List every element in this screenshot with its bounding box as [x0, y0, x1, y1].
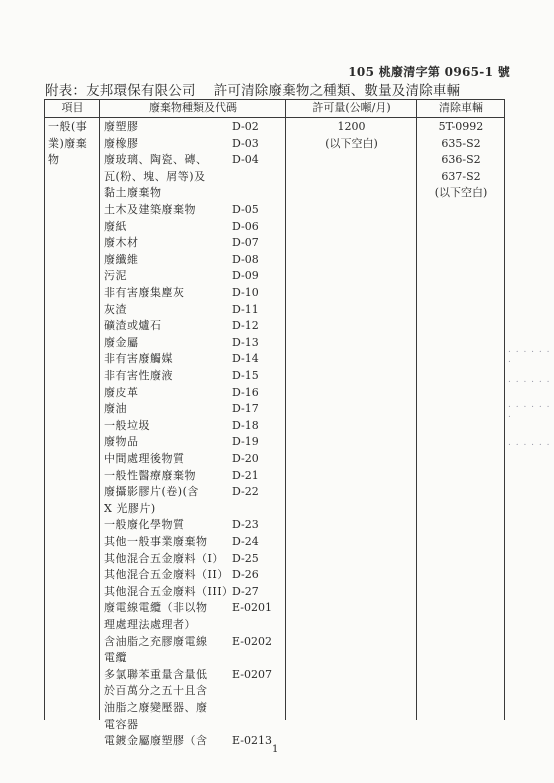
column-header: 清除車輛 — [439, 101, 483, 114]
page-number: 1 — [272, 744, 279, 755]
column-divider — [99, 100, 100, 720]
waste-code: D-25 — [232, 551, 259, 565]
waste-code: D-08 — [232, 252, 259, 266]
waste-code: D-27 — [232, 584, 259, 598]
waste-code: D-18 — [232, 418, 259, 432]
waste-name: 廢電線電纜（非以物 — [104, 601, 208, 615]
waste-name: 電鍍金屬廢塑膠（含 — [104, 734, 208, 748]
waste-code: D-09 — [232, 269, 259, 283]
category-text: 業)廢棄 — [48, 136, 88, 150]
column-header: 許可量(公噸/月) — [312, 101, 391, 114]
waste-code: D-13 — [232, 335, 259, 349]
column-divider — [285, 100, 286, 720]
waste-code: D-10 — [232, 286, 259, 299]
vehicle-plate: 5T-0992 — [438, 120, 484, 133]
waste-code: E-0202 — [232, 634, 272, 648]
waste-name: 廢纖維 — [104, 252, 139, 266]
margin-dot-mark: . . . . . . . — [508, 400, 551, 420]
waste-name: 於百萬分之五十且含 — [104, 684, 208, 698]
margin-dot-mark: . . . . . . — [508, 375, 551, 385]
attachment-title: 許可清除廢棄物之種類、數量及清除車輛 — [213, 83, 461, 99]
waste-name: 土木及建築廢棄物 — [104, 203, 196, 216]
margin-dot-mark: . . . . . . — [508, 438, 551, 448]
waste-code: E-0201 — [232, 601, 272, 615]
waste-name: 廢玻璃、陶瓷、磚、 — [104, 153, 208, 167]
waste-code: D-17 — [232, 402, 259, 416]
quantity-text: 1200 — [337, 120, 366, 133]
waste-code: D-03 — [232, 136, 259, 150]
waste-name: 礦渣或爐石 — [104, 319, 162, 333]
waste-name: 多氯聯苯重量含量低 — [104, 667, 208, 681]
waste-name: 中間處理後物質 — [104, 452, 185, 465]
waste-name: 一般性醫療廢棄物 — [104, 468, 196, 482]
vehicle-plate: 637-S2 — [441, 169, 481, 183]
waste-code: D-07 — [232, 236, 259, 250]
waste-name: 油脂之廢變壓器、廢 — [104, 701, 208, 714]
waste-name: 非有害廢觸媒 — [104, 352, 173, 366]
waste-name: 廢皮革 — [104, 385, 139, 399]
column-header: 項目 — [61, 101, 84, 114]
waste-permit-table — [44, 99, 505, 748]
waste-name: 廢金屬 — [104, 335, 139, 349]
waste-code: D-14 — [232, 352, 259, 366]
waste-name: 污泥 — [104, 269, 127, 283]
vehicle-plate: 635-S2 — [441, 136, 481, 150]
waste-code: D-02 — [232, 120, 259, 133]
attachment-caption — [45, 79, 460, 99]
quantity-text: (以下空白) — [325, 136, 378, 150]
vehicle-plate: (以下空白) — [434, 186, 488, 200]
waste-code: D-15 — [232, 369, 259, 382]
waste-code: D-04 — [232, 153, 259, 167]
waste-code: D-11 — [232, 302, 259, 316]
waste-name: 廢攝影膠片(卷)(含 — [104, 485, 199, 499]
waste-code: D-21 — [232, 468, 259, 482]
margin-dot-mark: . . . . . . . — [508, 345, 551, 365]
waste-name: 理處理法處理者） — [104, 618, 196, 631]
waste-name: 廢油 — [104, 402, 127, 416]
waste-code: D-26 — [232, 568, 259, 582]
category-text: 物 — [48, 153, 60, 167]
vehicle-plate: 636-S2 — [441, 153, 481, 167]
waste-name: 其他一般事業廢棄物 — [104, 535, 208, 548]
waste-code: D-06 — [232, 219, 259, 233]
attachment-label: 附表：友邦環保有限公司 — [45, 83, 196, 99]
waste-code: D-12 — [232, 319, 259, 333]
waste-name: 其他混合五金廢料（II） — [104, 568, 229, 582]
permit-number: 105 桃廢清字第 0965-1 號 — [348, 65, 510, 79]
column-header: 廢棄物種類及代碼 — [149, 101, 237, 114]
waste-name: 非有害廢集塵灰 — [104, 286, 185, 299]
category-text: 一般(事 — [48, 120, 88, 133]
waste-name: 瓦(粉、塊、屑等)及 — [104, 169, 206, 183]
waste-name: 其他混合五金廢料（I） — [104, 551, 224, 565]
waste-code: D-16 — [232, 385, 259, 399]
waste-name: 廢塑膠 — [104, 120, 139, 133]
waste-code: E-0213 — [232, 734, 272, 748]
waste-name: 廢木材 — [104, 236, 139, 250]
waste-code: D-20 — [232, 452, 259, 465]
waste-code: D-22 — [232, 485, 259, 499]
waste-name: 黏土廢棄物 — [104, 186, 162, 200]
waste-name: 廢物品 — [104, 435, 139, 449]
waste-name: 電纜 — [104, 651, 127, 665]
waste-code: D-19 — [232, 435, 259, 449]
waste-name: 一般廢化學物質 — [104, 518, 185, 532]
waste-name: 含油脂之充膠廢電線 — [104, 634, 208, 648]
waste-name: 其他混合五金廢料（III） — [104, 584, 234, 598]
waste-name: 灰渣 — [104, 302, 127, 316]
waste-name: 廢紙 — [104, 219, 127, 233]
waste-code: D-05 — [232, 203, 259, 216]
waste-code: E-0207 — [232, 667, 272, 681]
waste-name: 廢橡膠 — [104, 136, 139, 150]
waste-code: D-23 — [232, 518, 259, 532]
waste-name: 非有害性廢液 — [104, 369, 173, 382]
header-divider — [45, 117, 505, 118]
waste-name: 電容器 — [104, 717, 139, 731]
waste-name: 一般垃圾 — [104, 418, 150, 432]
waste-name: X 光膠片) — [104, 501, 156, 515]
waste-code: D-24 — [232, 535, 259, 548]
